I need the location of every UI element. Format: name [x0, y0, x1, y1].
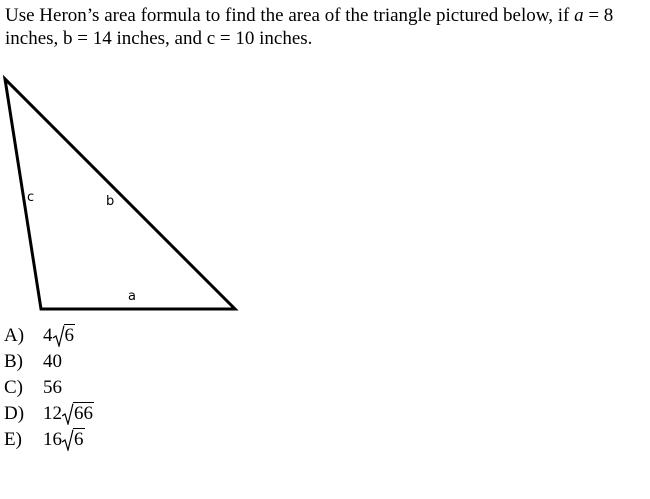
radicand: 6 — [74, 429, 84, 450]
radical-sign-icon — [62, 429, 74, 451]
radicand: 66 — [74, 403, 93, 424]
square-root — [53, 323, 76, 349]
choice-letter: C) — [4, 377, 23, 398]
coefficient: 12 — [43, 403, 62, 424]
side-label-a: a — [128, 289, 136, 304]
side-label-b: b — [106, 194, 115, 209]
variable-a: a — [574, 5, 584, 26]
square-root — [62, 401, 94, 427]
coefficient: 16 — [43, 429, 62, 450]
radical-sign-icon — [62, 403, 74, 425]
radicand: 6 — [64, 325, 74, 346]
choice-value: 56 — [43, 377, 62, 398]
choice-letter: A) — [4, 325, 25, 346]
choice-letter: B) — [4, 351, 23, 372]
triangle-shape — [5, 79, 235, 309]
radical-sign-icon — [53, 325, 65, 347]
side-label-c: c — [27, 190, 35, 205]
question-part-1: Use Heron’s area formula to find the area of the triangle pictured below, if — [5, 5, 575, 26]
choice-value — [43, 427, 85, 453]
question-text — [5, 4, 645, 50]
triangle-figure — [0, 72, 250, 317]
choice-value — [43, 401, 94, 427]
question-part-2: = 8 inches, b = 14 inches, and c = 10 inches. — [5, 5, 614, 49]
choice-value: 40 — [43, 351, 62, 372]
choice-letter: D) — [4, 403, 25, 424]
coefficient: 4 — [43, 325, 53, 346]
square-root — [62, 427, 85, 453]
choice-letter: E) — [4, 429, 22, 450]
choice-value — [43, 323, 75, 349]
